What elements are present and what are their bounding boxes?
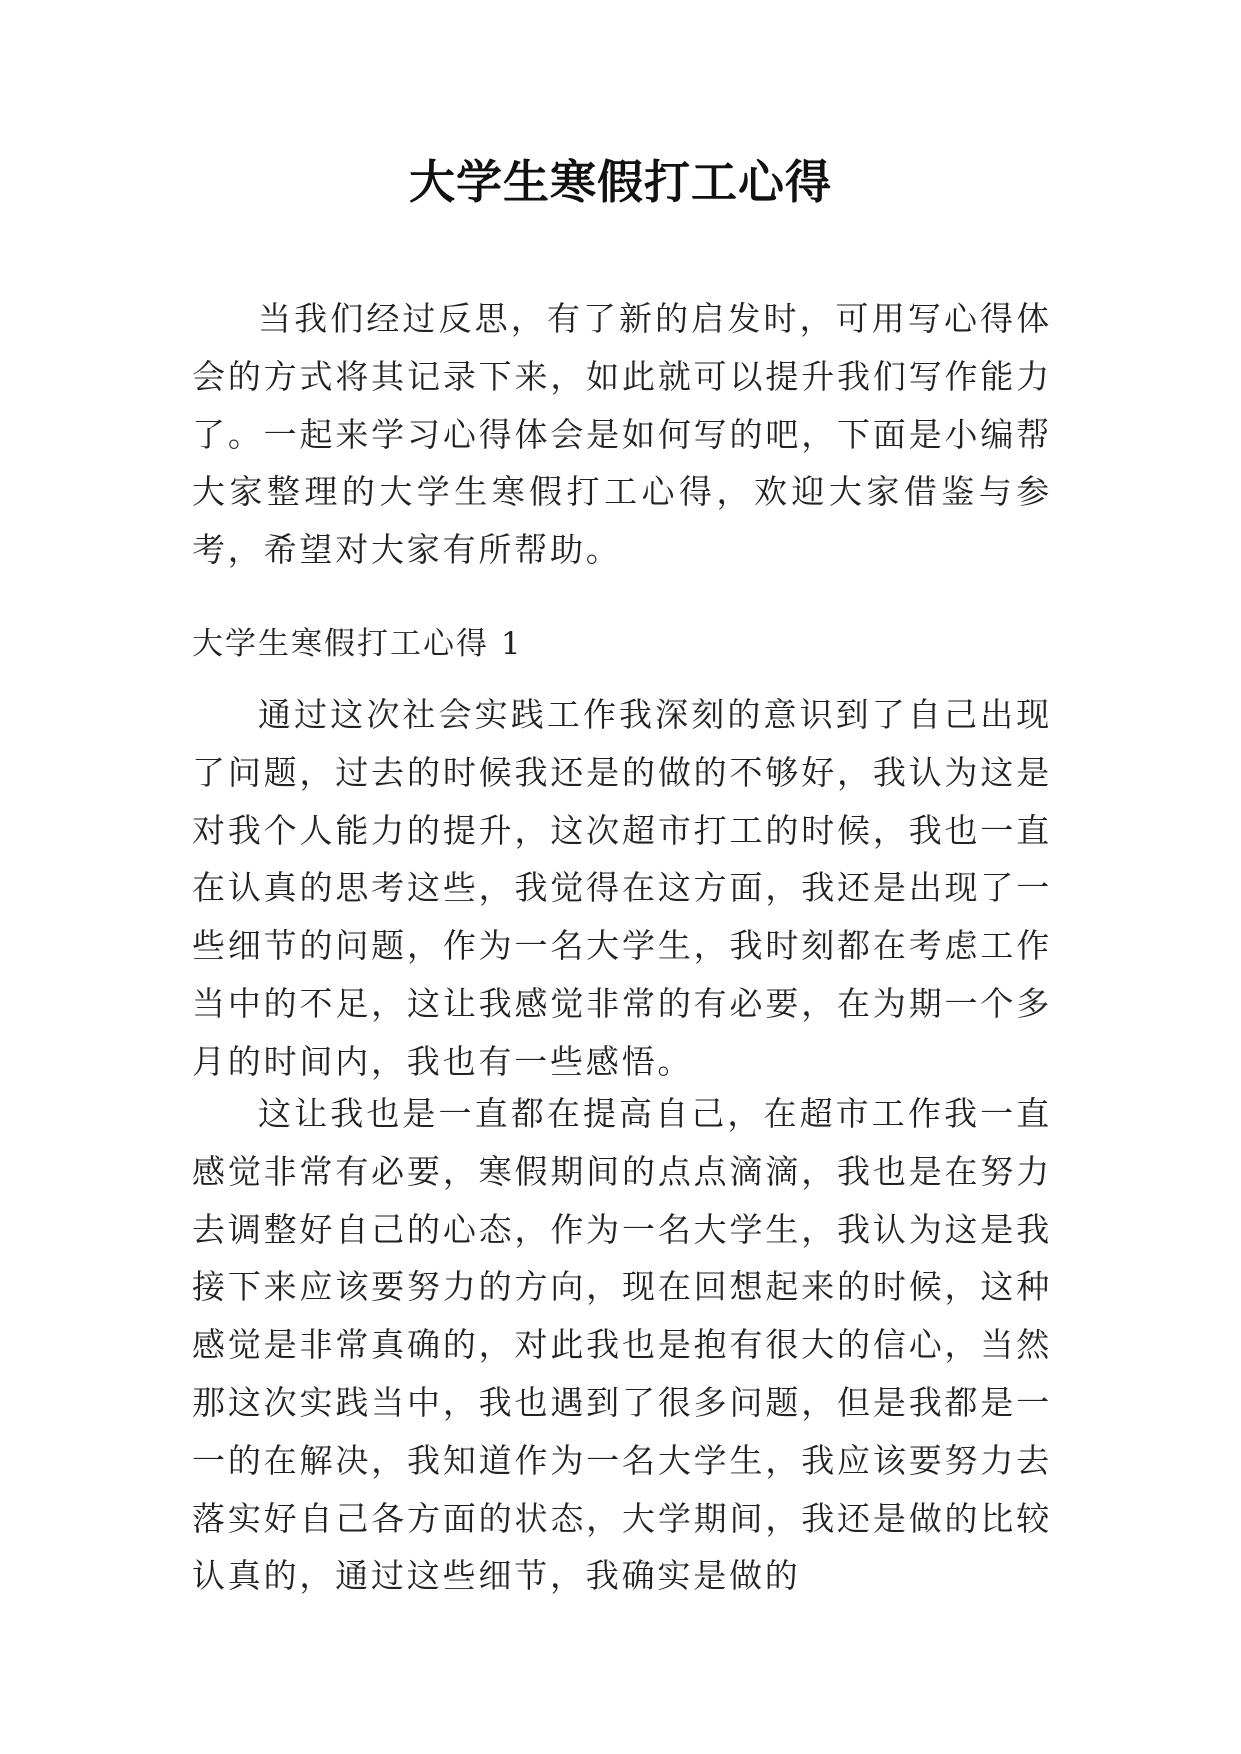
section-heading: 大学生寒假打工心得 1 — [192, 626, 523, 662]
body-paragraph-2: 这让我也是一直都在提高自己，在超市工作我一直感觉非常有必要，寒假期间的点点滴滴，我也是在努力去调整好自己的心态，作为一名大学生，我认为这是我接下来应该要努力的方向，现在回想起来的时候，这种感觉是非常真确的，对此我也是抱有很大的信心，当然那这次实践当中，我也遇到了很多问题，但是我都是一一的在解决，我知道作为一名大学生，我应该要努力去落实好自己各方面的状态，大学期间，我还是做的比较认真的，通过这些细节，我确实是做的 — [192, 1094, 1052, 1596]
document-title: 大学生寒假打工心得 — [409, 155, 832, 209]
intro-paragraph: 当我们经过反思，有了新的启发时，可用写心得体会的方式将其记录下来，如此就可以提升我们写作能力了。一起来学习心得体会是如何写的吧，下面是小编帮大家整理的大学生寒假打工心得，欢迎大家借鉴与参考，希望对大家有所帮助。 — [192, 299, 1052, 570]
body-paragraph-1: 通过这次社会实践工作我深刻的意识到了自己出现了问题，过去的时候我还是的做的不够好，我认为这是对我个人能力的提升，这次超市打工的时候，我也一直在认真的思考这些，我觉得在这方面，我还是出现了一些细节的问题，作为一名大学生，我时刻都在考虑工作当中的不足，这让我感觉非常的有必要，在为期一个多月的时间内，我也有一些感悟。 — [192, 695, 1052, 1081]
